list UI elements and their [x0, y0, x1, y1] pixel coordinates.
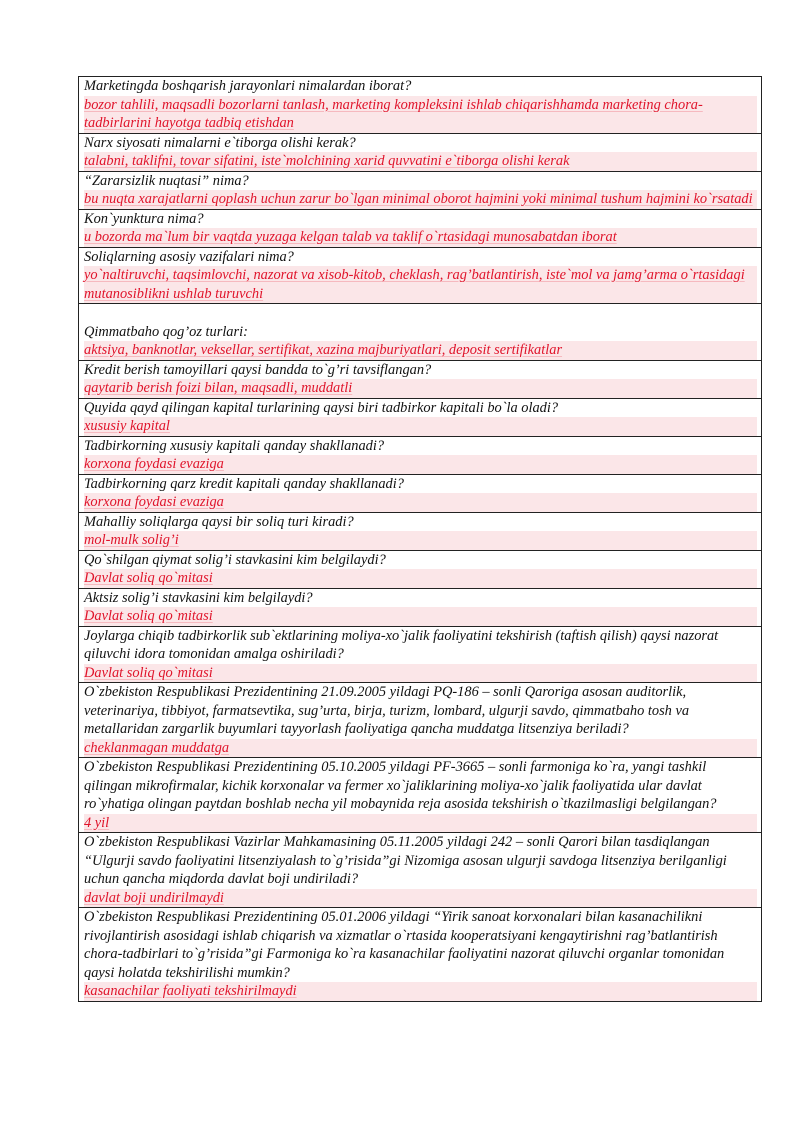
answer-text: yo`naltiruvchi, taqsimlovchi, nazorat va xisob-kitob, cheklash, rag’batlantirish, iste`mol va jamg’arma o`rtasidagi mutanosiblikni ushlab turuvchi	[84, 266, 757, 303]
question-text: Joylarga chiqib tadbirkorlik sub`ektlarining moliya-xo`jalik faoliyatini tekshirish (taftish qilish) qaysi nazorat qiluvchi idora tomonidan amalga oshiriladi?	[84, 627, 719, 662]
qa-row	[78, 758, 762, 833]
qa-row	[78, 833, 762, 908]
qa-row	[78, 248, 762, 305]
qa-table	[78, 76, 762, 1002]
question-text: Tadbirkorning xususiy kapitali qanday shakllanadi?	[84, 437, 385, 454]
answer-text: talabni, taklifni, tovar sifatini, iste`molchining xarid quvvatini e`tiborga olishi kerak	[84, 152, 757, 171]
qa-row	[78, 134, 762, 172]
answer-text: Davlat soliq qo`mitasi	[84, 607, 757, 626]
question-text: Qimmatbaho qog’oz turlari:	[84, 323, 248, 340]
qa-row	[78, 551, 762, 589]
answer-text: Davlat soliq qo`mitasi	[84, 664, 757, 683]
question-text: O`zbekiston Respublikasi Prezidentining 05.10.2005 yildagi PF-3665 – sonli farmoniga ko`ra, yangi tashkil qilingan mikrofirmalar, kichik korxonalar va fermer xo`jaliklarining moliya-xo`jalik faoliyatida ular davlat ro`yhatiga olingan paytdan boshlab necha yil mobaynida reja asosida tekshirish o`tkazilmasligi belgilangan?	[84, 759, 717, 812]
qa-row	[78, 683, 762, 758]
answer-text: 4 yil	[84, 814, 757, 833]
question-text: Quyida qayd qilingan kapital turlarining qaysi biri tadbirkor kapitali bo`la oladi?	[84, 399, 559, 416]
answer-text: u bozorda ma`lum bir vaqtda yuzaga kelgan talab va taklif o`rtasidagi munosabatdan iborat	[84, 228, 757, 247]
answer-text: bu nuqta xarajatlarni qoplash uchun zarur bo`lgan minimal oborot hajmini yoki minimal tushum hajmini ko`rsatadi	[84, 190, 757, 209]
answer-text: mol-mulk solig’i	[84, 531, 757, 550]
answer-text: kasanachilar faoliyati tekshirilmaydi	[84, 982, 757, 1001]
answer-text: korxona foydasi evaziga	[84, 455, 757, 474]
question-text: Soliqlarning asosiy vazifalari nima?	[84, 248, 294, 265]
answer-text: aktsiya, banknotlar, veksellar, sertifikat, xazina majburiyatlari, deposit sertifikatlar	[84, 341, 757, 360]
qa-row	[78, 627, 762, 684]
question-text: O`zbekiston Respublikasi Prezidentining 21.09.2005 yildagi PQ-186 – sonli Qaroriga asosan auditorlik, veterinariya, tibbiyot, farmatsevtika, sug’urta, birja, turizm, lombard, ulgurji savdo, qimmatbaho tosh va metallaridan zargarlik buyumlari tayyorlash faoliyatiga qancha muddatga litsenziya beriladi?	[84, 684, 690, 737]
qa-row	[78, 908, 762, 1002]
qa-row	[78, 210, 762, 248]
qa-row	[78, 399, 762, 437]
answer-text: davlat boji undirilmaydi	[84, 889, 757, 908]
question-text: O`zbekiston Respublikasi Prezidentining 05.01.2006 yildagi “Yirik sanoat korxonalari bilan kasanachilikni rivojlantirish asosidagi ishlab chiqarish va xizmatlar o`rtasida kooperatsiyani kengaytirishni rag’batlantirish chora-tadbirlari to`g’risida”gi Farmoniga ko`ra kasanachilar faoliyatini nazorat qiluvchi organlar tomonidan qaysi holatda tekshirilishi mumkin?	[84, 909, 725, 981]
answer-text: bozor tahlili, maqsadli bozorlarni tanlash, marketing kompleksini ishlab chiqarishhamda marketing chora-tadbirlarini hayotga tadbiq etishdan	[84, 96, 757, 133]
answer-text: cheklanmagan muddatga	[84, 739, 757, 758]
qa-row	[78, 172, 762, 210]
question-text: Aktsiz solig’i stavkasini kim belgilaydi?	[84, 589, 313, 606]
question-text: O`zbekiston Respublikasi Vazirlar Mahkamasining 05.11.2005 yildagi 242 – sonli Qarori bilan tasdiqlangan “Ulgurji savdo faoliyatini litsenziyalash to`g’risida”gi Nizomiga asosan ulgurji savdoga litsenziya berilganligi uchun qancha miqdorda davlat boji undiriladi?	[84, 834, 727, 887]
qa-row	[78, 475, 762, 513]
question-text: Qo`shilgan qiymat solig’i stavkasini kim belgilaydi?	[84, 551, 386, 568]
question-text: Mahalliy soliqlarga qaysi bir soliq turi kiradi?	[84, 513, 354, 530]
question-text: Kredit berish tamoyillari qaysi bandda to`g’ri tavsiflangan?	[84, 361, 432, 378]
qa-row	[78, 513, 762, 551]
qa-row	[78, 77, 762, 134]
blank-line	[84, 304, 757, 323]
question-text: Kon`yunktura nima?	[84, 210, 204, 227]
qa-row	[78, 437, 762, 475]
question-text: Tadbirkorning qarz kredit kapitali qanday shakllanadi?	[84, 475, 404, 492]
answer-text: Davlat soliq qo`mitasi	[84, 569, 757, 588]
answer-text: qaytarib berish foizi bilan, maqsadli, muddatli	[84, 379, 757, 398]
qa-row	[78, 361, 762, 399]
qa-row	[78, 304, 762, 361]
qa-row	[78, 589, 762, 627]
answer-text: korxona foydasi evaziga	[84, 493, 757, 512]
question-text: Marketingda boshqarish jarayonlari nimalardan iborat?	[84, 78, 412, 94]
question-text: Narx siyosati nimalarni e`tiborga olishi kerak?	[84, 134, 356, 151]
question-text: “Zararsizlik nuqtasi” nima?	[84, 172, 249, 189]
answer-text: xususiy kapital	[84, 417, 757, 436]
